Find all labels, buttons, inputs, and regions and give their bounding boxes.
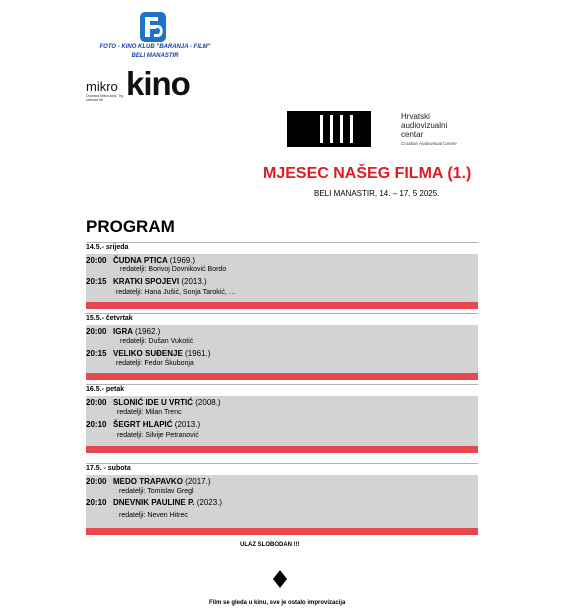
- film-title: [113, 349, 210, 358]
- mikro-logo-text: mikro: [86, 79, 118, 94]
- footer-slogan: Film se gleda u kinu, sve je ostalo improvizacija: [209, 600, 346, 606]
- hav-name-line2: audiovizualni: [401, 121, 448, 130]
- hav-name-english: Croatian Audiovisual Centre: [401, 141, 457, 146]
- divider: [86, 313, 478, 314]
- film-title: [113, 277, 207, 286]
- film-time: 20:10: [86, 420, 107, 429]
- film-director: redatelji: Dušan Vukotić: [120, 338, 194, 345]
- event-title: MJESEC NAŠEG FILMA (1.): [263, 165, 472, 182]
- film-year: (2013.): [174, 420, 201, 429]
- film-year: (2023.): [196, 498, 223, 507]
- club-city: BELI MANASTIR: [131, 53, 179, 59]
- diamond-icon: [273, 570, 287, 588]
- divider: [86, 242, 478, 243]
- film-director: redatelji: Silvije Petranović: [117, 432, 199, 439]
- film-director: redatelji: Tomislav Gregl: [119, 488, 194, 495]
- film-time: 20:10: [86, 498, 107, 507]
- film-title-text: KRATKI SPOJEVI: [113, 277, 180, 286]
- day-schedule: [86, 475, 478, 528]
- divider: [86, 463, 478, 464]
- film-year: (1961.): [185, 349, 211, 358]
- day-label: 15.5.- četvrtak: [86, 315, 133, 322]
- film-title-text: MEDO TRAPAVKO: [113, 477, 183, 486]
- day-label: 14.5.- srijeda: [86, 244, 129, 251]
- mikro-kino-address: Dvorana Mikro-kina, Trg slobode bb: [86, 94, 124, 102]
- program-heading: PROGRAM: [86, 217, 175, 236]
- fb-club-logo: [138, 10, 168, 44]
- club-name: FOTO - KINO KLUB "BARANJA - FILM": [99, 44, 211, 50]
- film-title-text: ŠEGRT HLAPIĆ: [113, 420, 173, 429]
- day-schedule: [86, 325, 478, 373]
- day-separator-bar: [86, 302, 478, 309]
- film-time: 20:00: [86, 477, 107, 486]
- film-title: [113, 477, 211, 486]
- day-label: 16.5.- petak: [86, 386, 125, 393]
- film-title: [113, 256, 195, 265]
- film-title-text: DNEVNIK PAULINE P.: [113, 498, 195, 507]
- film-title-text: VELIKO SUĐENJE: [113, 349, 183, 358]
- hav-name-line1: Hrvatski: [401, 112, 430, 121]
- film-year: (2017.): [185, 477, 211, 486]
- film-year: (2008.): [195, 398, 221, 407]
- divider: [86, 384, 478, 385]
- film-year: (1969.): [169, 256, 196, 265]
- film-title: [113, 398, 221, 407]
- kino-logo-text: kino: [126, 65, 190, 102]
- day-schedule: [86, 396, 478, 446]
- film-director: redatelji: Borivoj Dovniković Bordo: [120, 266, 227, 273]
- film-title: [113, 420, 200, 429]
- day-separator-bar: [86, 446, 478, 453]
- film-director: redatelji: Neven Hitrec: [119, 512, 188, 519]
- film-year: (1962.): [134, 327, 161, 336]
- film-year: (2013.): [181, 277, 207, 286]
- film-title: [113, 327, 160, 336]
- day-label: 17.5. - subota: [86, 465, 131, 472]
- day-separator-bar: [86, 373, 478, 380]
- film-time: 20:15: [86, 277, 107, 286]
- day-separator-bar: [86, 528, 478, 535]
- hav-logo: [287, 111, 371, 147]
- film-director: redatelji: Milan Trenc: [117, 409, 182, 416]
- film-title: [113, 498, 222, 507]
- day-schedule: [86, 254, 478, 302]
- hav-name-line3: centar: [401, 130, 424, 139]
- free-entry-note: ULAZ SLOBODAN !!!: [240, 542, 300, 548]
- film-title-text: SLONIĆ IDE U VRTIĆ: [113, 398, 194, 407]
- film-time: 20:00: [86, 256, 107, 265]
- film-title-text: ČUDNA PTICA: [113, 256, 168, 265]
- film-time: 20:00: [86, 398, 107, 407]
- film-time: 20:15: [86, 349, 107, 358]
- film-director: redatelji: Fedor Škubonja: [116, 360, 194, 367]
- hav-name: [401, 112, 447, 139]
- film-director: redatelji: Hana Jušić, Sonja Tarokić, …: [116, 289, 236, 296]
- event-dates: BELI MANASTIR, 14. – 17. 5 2025.: [314, 189, 440, 198]
- film-title-text: IGRA: [113, 327, 133, 336]
- film-time: 20:00: [86, 327, 107, 336]
